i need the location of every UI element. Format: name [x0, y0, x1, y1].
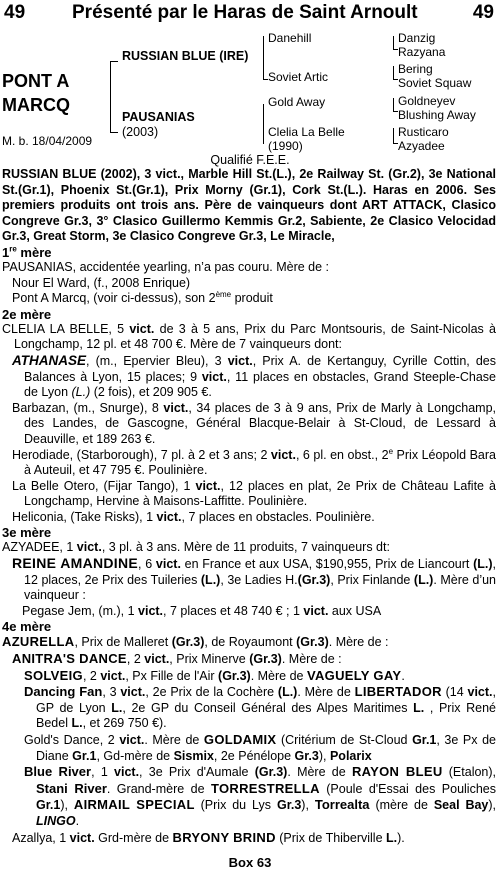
pedigree-table [0, 28, 500, 158]
t: vict. [100, 668, 126, 683]
horse-details: M. b. 18/04/2009 [2, 134, 93, 148]
consignor-title: Présenté par le Haras de Saint Arnoult [72, 2, 418, 23]
t: vict. [144, 652, 170, 667]
sire-dam: Soviet Artic [268, 70, 329, 84]
page-header [0, 2, 500, 26]
m2-athanase [2, 353, 496, 401]
t: LIBERTADOR [354, 684, 442, 700]
sds: Bering [398, 62, 433, 76]
t: , 3e Prix d'Aumale [139, 765, 255, 780]
t: (L.) [71, 385, 91, 400]
t: , 3e Ladies H. [220, 572, 298, 587]
t: (L.) [473, 557, 493, 572]
t: RAYON BLEU [351, 764, 443, 780]
t: , 2e Prix de la Cochère [145, 685, 278, 700]
t: Seal Bay [433, 798, 489, 813]
horse-name-line1: PONT A [2, 71, 70, 91]
t: La Belle Otero, (Fijar Tango), 1 [12, 478, 196, 493]
t: (Gr.3) [297, 572, 331, 587]
lot-number-left: 49 [4, 2, 26, 23]
m4-anitras-dance [2, 651, 496, 668]
t: L. [71, 716, 83, 731]
dam-sire: Gold Away [268, 95, 326, 109]
t: , 11 places en obstacles, Grand Steeple-Chase de Lyon [24, 369, 496, 400]
t: vict. [155, 557, 181, 572]
t: . Mère de : [281, 652, 342, 667]
m4-azallya [2, 830, 496, 847]
t: L. [413, 700, 425, 715]
m1-sup: re [9, 244, 17, 254]
lot-number-right: 49 [472, 2, 494, 23]
m2-intro [2, 322, 496, 353]
t: en France et aux USA, $190,955, Prix de Liancourt [180, 557, 474, 572]
t: , 34 places de 3 à 9 ans, Prix de Marly à Longchamp, des Landes, de Gascogne, Général Blacque-Belair à St-Cloud, de Lessard à Deauville, et 189 263 €. [24, 400, 496, 446]
t: , 2e GP du Conseil Général des Alpes Maritimes [122, 700, 414, 715]
t: TORRESTRELLA [211, 780, 320, 796]
t: . Mère de : [328, 635, 389, 650]
t: . Mère de [287, 765, 352, 780]
t: Blue River [24, 764, 92, 780]
bracket-line [110, 61, 118, 62]
t: . Mère de [144, 733, 204, 747]
t: (Gr.3) [171, 635, 205, 650]
m4-solveig [2, 668, 496, 685]
t: vict. [227, 353, 253, 368]
t: vict. [138, 603, 164, 618]
t: (Prix de Thiberville [275, 830, 387, 845]
m4-dancing-fan [2, 684, 496, 732]
bracket-line [110, 61, 111, 133]
t: , 6 [138, 557, 156, 572]
t: Polarix [329, 748, 372, 763]
t: vict. [114, 765, 140, 780]
bracket-line [393, 98, 394, 112]
t: ATHANASE [12, 352, 86, 368]
t: REINE AMANDINE [12, 555, 139, 572]
t: CLELIA LA BELLE, 5 [2, 321, 130, 336]
dss: Goldneyev [398, 94, 456, 108]
t: (Critérium de St-Cloud [276, 733, 413, 747]
t: , 7 places en obstacles. Poulinière. [181, 509, 375, 524]
t: Heliconia, (Take Risks), 1 [12, 509, 157, 524]
t: . Mère de [250, 668, 307, 683]
t: (Gr.3) [249, 652, 282, 667]
sdd: Soviet Squaw [398, 76, 472, 90]
t: , 2 [82, 668, 101, 683]
t: , 2e Pénélope [213, 748, 295, 763]
t: . Mère de [297, 685, 355, 700]
t: ). [397, 830, 405, 845]
t: LINGO [36, 813, 76, 828]
t: Azallya, 1 [12, 830, 70, 845]
t: Herodiade, (Starborough), 7 pl. à 2 et 3 ans; 2 [12, 447, 271, 462]
t: (14 [441, 685, 468, 700]
m1-line1: Nour El Ward, (f., 2008 Enrique) [12, 275, 191, 290]
t: , 12 places, 2e Prix des Tuileries [24, 557, 496, 587]
bracket-line [393, 36, 394, 50]
t: vict. [303, 603, 329, 618]
catalogue-body [2, 167, 496, 846]
box-number: Box 63 [228, 855, 272, 870]
t: ), [60, 798, 74, 813]
t: Gr.3 [276, 798, 302, 813]
t: vict. [120, 685, 146, 700]
bracket-line [263, 104, 264, 144]
t: (Etalon), [442, 765, 497, 780]
t: vict. [156, 509, 182, 524]
t: AZURELLA [2, 634, 75, 650]
t: . [401, 668, 405, 683]
t: (L.) [277, 685, 298, 700]
t: Gr.1 [36, 798, 61, 813]
t: . [75, 813, 80, 828]
t: , et 269 750 €). [82, 716, 167, 731]
t: (Gr.3) [218, 668, 251, 683]
sire-sire: Danehill [268, 31, 312, 45]
t: L. [386, 830, 398, 845]
t: Gr.1 [412, 733, 437, 747]
t: , Prix A. de Kertanguy, Cyrille Cottin, des Balances à Lyon, 15 places; 9 [24, 353, 496, 384]
t: , Prix Finlande [330, 572, 414, 587]
t: . Grand-mère de [106, 781, 211, 796]
t: VAGUELY GAY [306, 667, 402, 683]
t: (2 fois), et 209 905 €. [90, 385, 212, 400]
t: Dancing Fan [24, 684, 103, 700]
t: (Gr.3) [296, 635, 329, 650]
ssd: Razyana [398, 45, 446, 59]
t: ), [488, 798, 497, 813]
ddd: Azyadee [398, 139, 445, 153]
m3-intro [2, 540, 496, 556]
t: , GP de Lyon [36, 685, 496, 715]
m2-barbazan [2, 401, 496, 448]
t: produit [231, 291, 273, 306]
t: Prix Léopold Bara à Auteuil, et 47 795 €. Poulinière. [24, 447, 496, 478]
t: aux USA [328, 603, 382, 618]
t: vict. [69, 830, 95, 845]
t: L. [111, 700, 123, 715]
m2-herodiade [2, 448, 496, 479]
t: ANITRA'S DANCE [12, 651, 127, 667]
t: Gr.1 [72, 748, 97, 763]
t: AIRMAIL SPECIAL [73, 797, 195, 813]
bracket-line [393, 128, 394, 144]
t: ème [215, 290, 232, 299]
m2-heliconia [2, 510, 496, 526]
t: (Gr.3) [254, 765, 288, 780]
t: , Px Fille de l'Air [125, 668, 219, 683]
horse-name-line2: MARCQ [2, 95, 70, 115]
section-title-1 [2, 245, 496, 260]
t: , 3e Px de Diane [36, 733, 496, 763]
t: , Gd-mère de [96, 748, 174, 763]
section-title-4: 4e mère [2, 619, 52, 635]
t: vict. [129, 321, 155, 336]
t: Stani River [36, 780, 107, 796]
dam-year: (2003) [122, 125, 159, 139]
sire-label: RUSSIAN BLUE (IRE) [122, 49, 249, 63]
t: vict. [119, 733, 145, 747]
t: (mère de [369, 798, 434, 813]
dam-dam-year: (1990) [268, 139, 303, 153]
bracket-line [393, 66, 394, 80]
t: vict. [163, 400, 189, 415]
m1-num: 1 [2, 244, 10, 260]
t: , de Royaumont [204, 635, 297, 650]
m3-pegase-jem [2, 604, 496, 620]
section-title-2: 2e mère [2, 306, 52, 322]
t: AZYADEE, 1 [2, 540, 77, 555]
t: , (m., Epervier Bleu), 3 [86, 353, 228, 368]
sss: Danzig [398, 31, 436, 45]
t: , 3 pl. à 3 ans. Mère de 11 produits, 7 vainqueurs dt: [101, 540, 390, 555]
t: vict. [201, 369, 227, 384]
t: , Prix Minerve [169, 652, 250, 667]
t: ), [318, 748, 330, 763]
m3-reine-amandine [2, 556, 496, 604]
bracket-line [110, 132, 118, 133]
t: (Prix du Lys [194, 798, 277, 813]
t: SOLVEIG [24, 667, 83, 683]
t: vict. [76, 540, 102, 555]
dsd: Blushing Away [398, 108, 476, 122]
t: . Mère d’un vainqueur : [24, 572, 497, 603]
m1-rest: mère [16, 244, 52, 260]
sire-name [122, 49, 248, 63]
t: GOLDAMIX [203, 732, 277, 747]
t: (Poule d'Essai des Pouliches [319, 781, 496, 796]
t: Gold's Dance, 2 [24, 733, 120, 747]
t: , Prix de Malleret [74, 635, 172, 650]
dam-name: PAUSANIAS [122, 110, 195, 124]
t: (L.) [413, 572, 434, 587]
m4-blue-river [2, 764, 496, 829]
t: Pont A Marcq, (voir ci-dessus), son 2 [12, 291, 216, 306]
t: de 3 à 5 ans, Prix du Parc Montsouris, de Saint-Nicolas à Longchamp, 12 pl. et 48 700 €. Mère de 7 vainqueurs dont: [14, 321, 496, 352]
t: Pegase Jem, (m.), 1 [22, 603, 139, 618]
dam-dam: Clelia La Belle [268, 125, 345, 139]
t: Gr.3 [294, 748, 319, 763]
t: (L.) [200, 572, 221, 587]
t: Grd-mère de [94, 830, 173, 845]
t: , 12 places en plat, 2e Prix de Château Lafite à Longchamp, Hervine à Maisons-Laffitte. Poulinière. [24, 478, 496, 509]
t: , 2 [126, 652, 145, 667]
t: vict. [270, 447, 296, 462]
m4-golds-dance [2, 732, 496, 764]
t: e [388, 446, 394, 456]
t: Torrealta [314, 797, 370, 813]
m1-line2 [2, 291, 496, 307]
m2-la-belle-otero [2, 479, 496, 510]
qualification-note: Qualifié F.E.E. [210, 153, 290, 167]
bracket-line [263, 36, 264, 80]
sire-paragraph: RUSSIAN BLUE (2002), 3 vict., Marble Hill St.(L.), 2e Railway St. (Gr.2), 3e National St.(Gr.1), Phoenix St.(Gr.1), Prix Morny (Gr.1), Cork St.(L.). Haras en 2006. Ses premiers produits ont trois ans. Père de vainqueurs dont ART ATTACK, Clasico Congreve Gr.3, 3° Clasico Guillermo Kemmis Gr.2, Sabiente, 2e Clasico Velocidad Gr.3, Great Storm, 3e Clasico Congreve Gr.3, Le Miracle, [2, 167, 496, 244]
t: BRYONY BRIND [172, 829, 276, 845]
section-title-3: 3e mère [2, 525, 52, 541]
m4-azurella [2, 634, 496, 651]
t: vict. [195, 478, 221, 493]
t: , 7 places et 48 740 € ; 1 [163, 603, 304, 618]
dds: Rusticaro [398, 125, 449, 139]
t: , 6 pl. en obst., 2 [295, 447, 389, 462]
t: , 1 [91, 765, 115, 780]
t: ), [301, 798, 315, 813]
m1-intro: PAUSANIAS, accidentée yearling, n’a pas couru. Mère de : [2, 259, 330, 274]
t: Barbazan, (m., Snurge), 8 [12, 400, 164, 415]
t: , Prix René Bedel [36, 700, 496, 731]
t: Sismix [173, 748, 214, 763]
t: , 3 [102, 685, 121, 700]
t: vict. [467, 685, 493, 700]
